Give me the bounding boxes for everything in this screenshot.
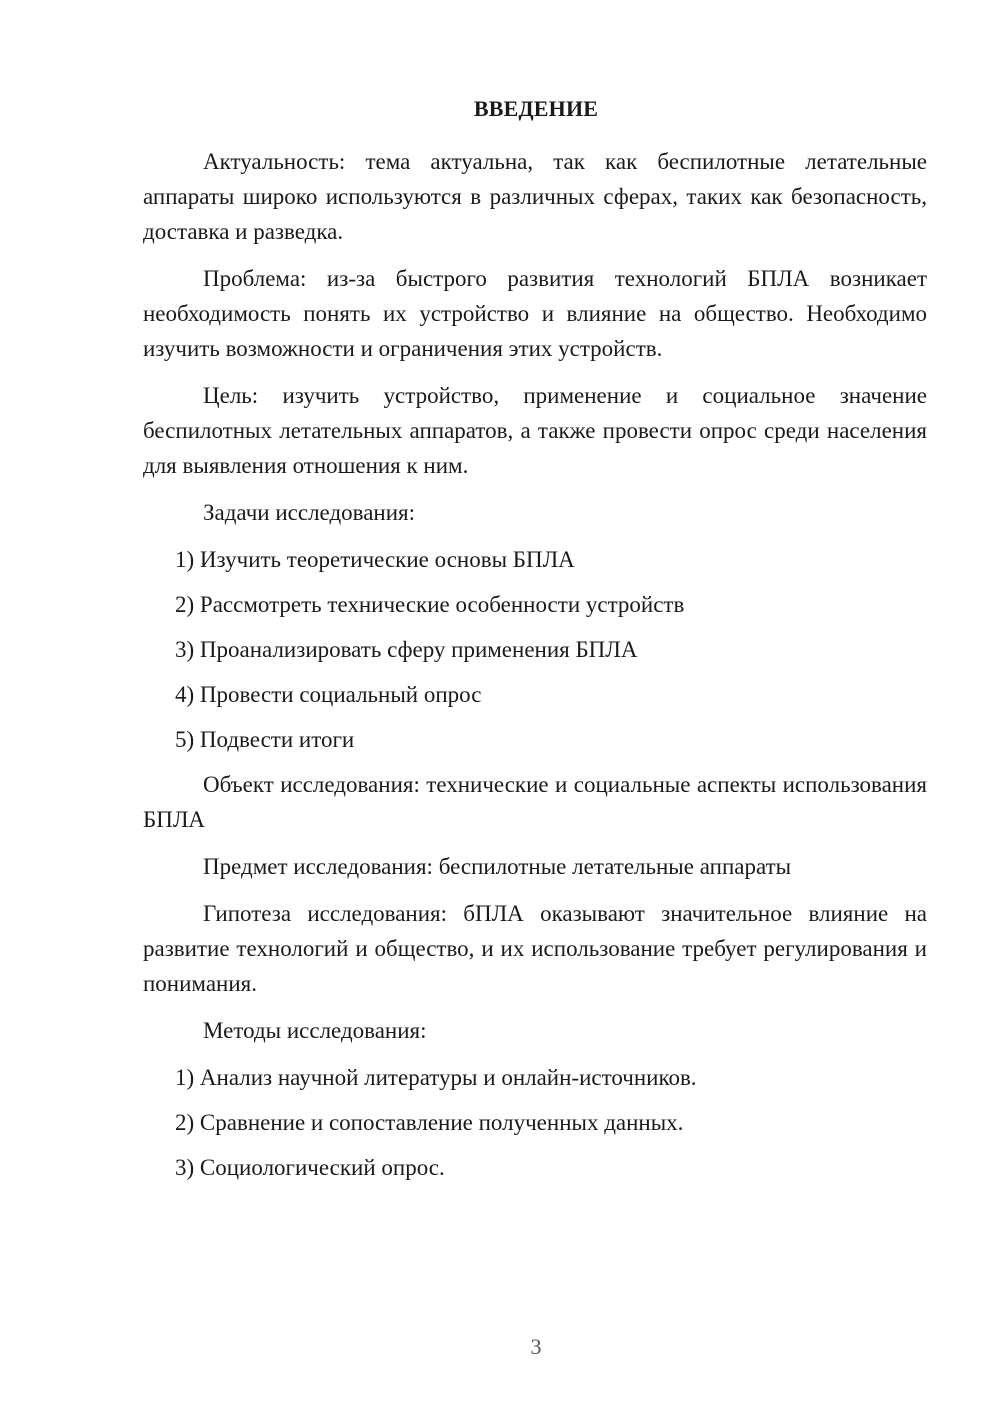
page-number: 3: [530, 1334, 542, 1359]
task-item: 4) Провести социальный опрос: [175, 682, 482, 707]
goal-paragraph: Цель: изучить устройство, применение и социальное значение беспилотных летательных аппаратов, а также провести опрос среди населения для выявления отношения к ним.: [143, 383, 927, 478]
page-heading: ВВЕДЕНИЕ: [473, 96, 599, 121]
method-item: 3) Социологический опрос.: [175, 1155, 445, 1180]
task-item: 3) Проанализировать сферу применения БПЛА: [175, 637, 638, 662]
method-item: 2) Сравнение и сопоставление полученных данных.: [175, 1110, 684, 1135]
task-item: 5) Подвести итоги: [175, 727, 355, 752]
document-body: [143, 144, 927, 1195]
relevance-paragraph: Актуальность: тема актуальна, так как беспилотные летательные аппараты широко используются в различных сферах, таких как безопасность, доставка и разведка.: [143, 149, 927, 244]
tasks-title: Задачи исследования:: [203, 500, 416, 525]
task-item: 1) Изучить теоретические основы БПЛА: [175, 547, 575, 572]
methods-title: Методы исследования:: [203, 1018, 427, 1043]
method-item: 1) Анализ научной литературы и онлайн-источников.: [175, 1065, 697, 1090]
problem-paragraph: Проблема: из-за быстрого развития технологий БПЛА возникает необходимость понять их устройство и влияние на общество. Необходимо изучить возможности и ограничения этих устройств.: [143, 266, 927, 361]
object-paragraph: Объект исследования: технические и социальные аспекты использования БПЛА: [143, 772, 927, 832]
hypothesis-paragraph: Гипотеза исследования: бПЛА оказывают значительное влияние на развитие технологий и общество, и их использование требует регулирования и понимания.: [143, 901, 927, 996]
task-item: 2) Рассмотреть технические особенности устройств: [175, 592, 685, 617]
subject-paragraph: Предмет исследования: беспилотные летательные аппараты: [203, 854, 792, 879]
